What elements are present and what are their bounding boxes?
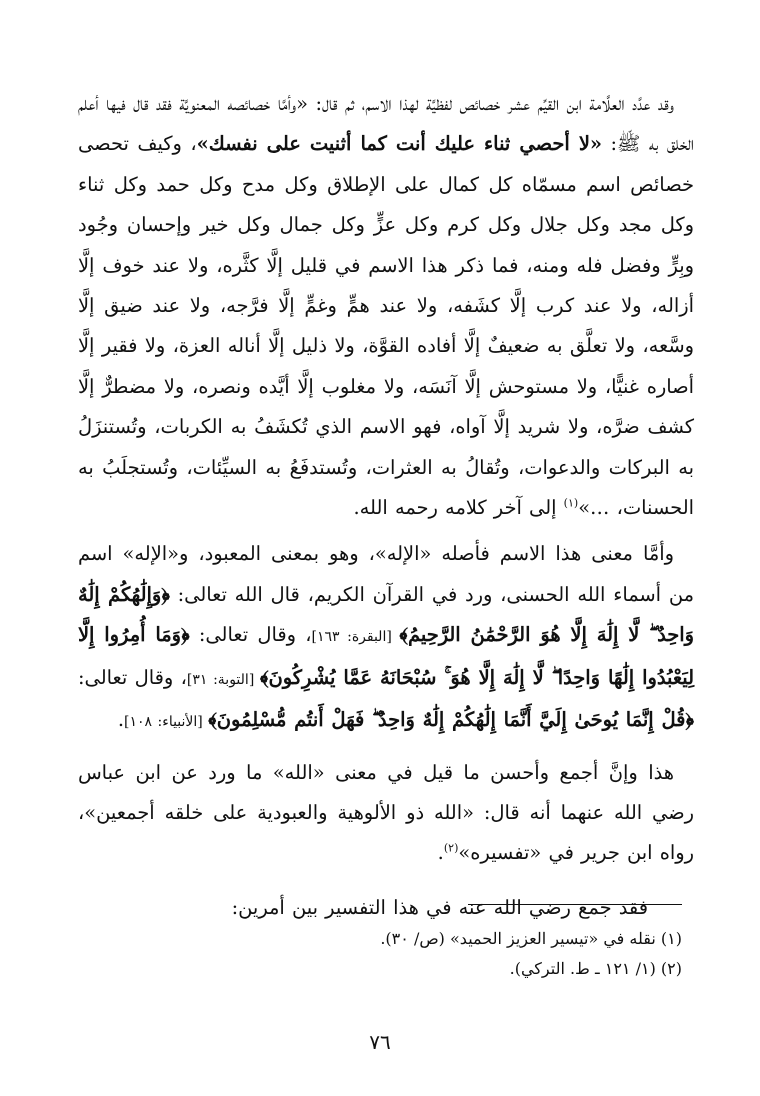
footnote-1: (١) نقله في «تيسير العزيز الحميد» (ص/ ٣٠). (380, 929, 682, 948)
paragraph-meaning-of-name (78, 534, 694, 742)
quran-verse: ﴿وَإِلَٰهُكُمْ إِلَٰهٌ وَاحِدٌ ۖ لَّا إِلَٰهَ إِلَّا هُوَ الرَّحْمَٰنُ الرَّحِيمُ﴾ (78, 582, 694, 647)
paragraph-two-matters (78, 888, 694, 928)
page-body (78, 84, 694, 928)
hadith-quote: «لا أحصي ثناء عليك أنت كما أثنيت على نفسك» (196, 132, 602, 156)
paragraph-text: وأمَّا معنى هذا الاسم فأصله «الإله»، وهو بمعنى المعبود، و«الإله» اسم من أسماء الله الحسنى، ورد في القرآن الكريم، قال الله تعالى: (78, 542, 694, 606)
quran-verse: ﴿وَمَا أُمِرُوا إِلَّا لِيَعْبُدُوا إِلَٰهًا وَاحِدًا ۖ لَّا إِلَٰهَ إِلَّا هُوَ ۚ سُبْحَانَهُ عَمَّا يُشْرِكُونَ﴾ (78, 623, 694, 689)
page-number: ٧٦ (369, 1030, 391, 1054)
paragraph-text: وقد عدَّد العلَّامة ابن القيِّم عشر خصائص لفظيَّة لهذا الاسم، ثم قال: «وأمَّا خصائصه المعنويَّة فقد قال فيها أعلم الخلق به ﷺ: (78, 92, 694, 156)
paragraph-text: ، وقال تعالى: (189, 623, 312, 647)
footnotes (82, 924, 682, 984)
paragraph-text: هذا وإنَّ أجمع وأحسن ما قيل في معنى «الله» ما ورد عن ابن عباس رضي الله عنهما أنه قال: «الله ذو الألوهية والعبودية على خلقه أجمعين»، رواه ابن جرير في «تفسيره» (78, 760, 694, 865)
verse-reference: [الأنبياء: ١٠٨] (124, 714, 209, 731)
paragraph-ibn-abbas (78, 753, 694, 874)
paragraph-text: فقد جمع رضي الله عنه في هذا التفسير بين أمرين: (231, 895, 648, 919)
verse-reference: [البقرة: ١٦٣] (311, 629, 400, 646)
paragraph-text: ، وقال تعالى: (78, 665, 187, 689)
verse-reference: [التوبة: ٣١] (186, 671, 260, 688)
footnote-marker[interactable]: (٢) (443, 841, 459, 855)
paragraph-text: إلى آخر كلامه رحمه الله. (353, 496, 564, 520)
paragraph-text: ، وكيف تحصى خصائص اسم مسمّاه كل كمال على الإطلاق وكل مدح وكل حمد وكل ثناء وكل مجد وكل جلال وكل كرم وكل عزٍّ وكل جمال وكل خير وإحسان وجُود وبِرٍّ وفضل فله ومنه، فما ذكر هذا الاسم في قليل إلَّا كثَّره، ولا عند خوف إلَّا أزاله، ولا عند كرب إلَّا كشَفه، ولا عند همٍّ وغمٍّ إلَّا فرَّجه، ولا عند ضيق إلَّا وسَّعه، ولا تعلَّق به ضعيفٌ إلَّا أفاده القوَّة، ولا ذليل إلَّا أناله العزة، ولا فقير إلَّا أصاره غنيًّا، ولا مستوحش إلَّا آنَسَه، ولا مغلوب إلَّا أيَّده ونصره، ولا مضطرٌّ إلَّا كشف ضرَّه، ولا شريد إلَّا آواه، فهو الاسم الذي تُكشَفُ به الكربات، وتُستنزَلُ به البركات والدعوات، وتُقالُ به العثرات، وتُستدفَعُ به السيِّئات، وتُستجلَبُ به الحسنات، …» (78, 132, 694, 520)
footnote-2: (٢) (١/ ١٢١ ـ ط. التركي). (509, 959, 682, 978)
footnote-separator (468, 904, 682, 905)
paragraph-text: . (437, 841, 444, 865)
paragraph-ibn-alqayyim (78, 84, 694, 528)
footnote-marker[interactable]: (١) (563, 496, 579, 510)
paragraph-text: . (117, 708, 125, 732)
quran-verse: ﴿قُلْ إِنَّمَا يُوحَىٰ إِلَيَّ أَنَّمَا إِلَٰهُكُمْ إِلَٰهٌ وَاحِدٌ ۖ فَهَلْ أَنتُم مُّسْلِمُونَ﴾ (208, 708, 694, 732)
